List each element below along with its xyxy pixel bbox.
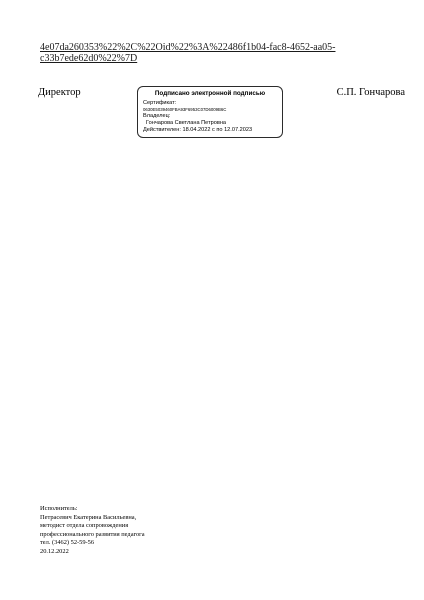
signer-position: Директор [38,87,81,98]
executor-block [40,505,145,557]
electronic-signature-stamp [137,86,283,138]
executor-role-line-2: профессионального развития педагога [40,530,145,538]
stamp-title: Подписано электронной подписью [154,90,266,97]
signer-name: С.П. Гончарова [336,87,405,98]
owner-label: Владелец: [143,113,171,119]
certificate-label: Сертификат: [143,100,177,106]
owner-value: Гончарова Светлана Петровна [146,120,227,126]
executor-phone: тел. (3462) 52-59-56 [40,539,95,547]
header-link-line-2[interactable]: c33b7ede62d0%22%7D [40,53,138,64]
header-link-line-1[interactable]: 4e07da260353%22%2C%22Oid%22%3A%22486f1b04-fac8-4652-aa05- [40,42,336,53]
executor-date: 20.12.2022 [40,547,69,555]
executor-role-line-1: методист отдела сопровождения [40,522,129,530]
certificate-value: 0630E5039460FBA93F6953C07D6009B6C [143,107,227,112]
executor-name: Петрасевич Екатерина Васильевна, [40,513,137,521]
executor-label: Исполнитель: [40,505,78,512]
validity-period: Действителен: 18.04.2022 с по 12.07.2023 [143,127,253,133]
